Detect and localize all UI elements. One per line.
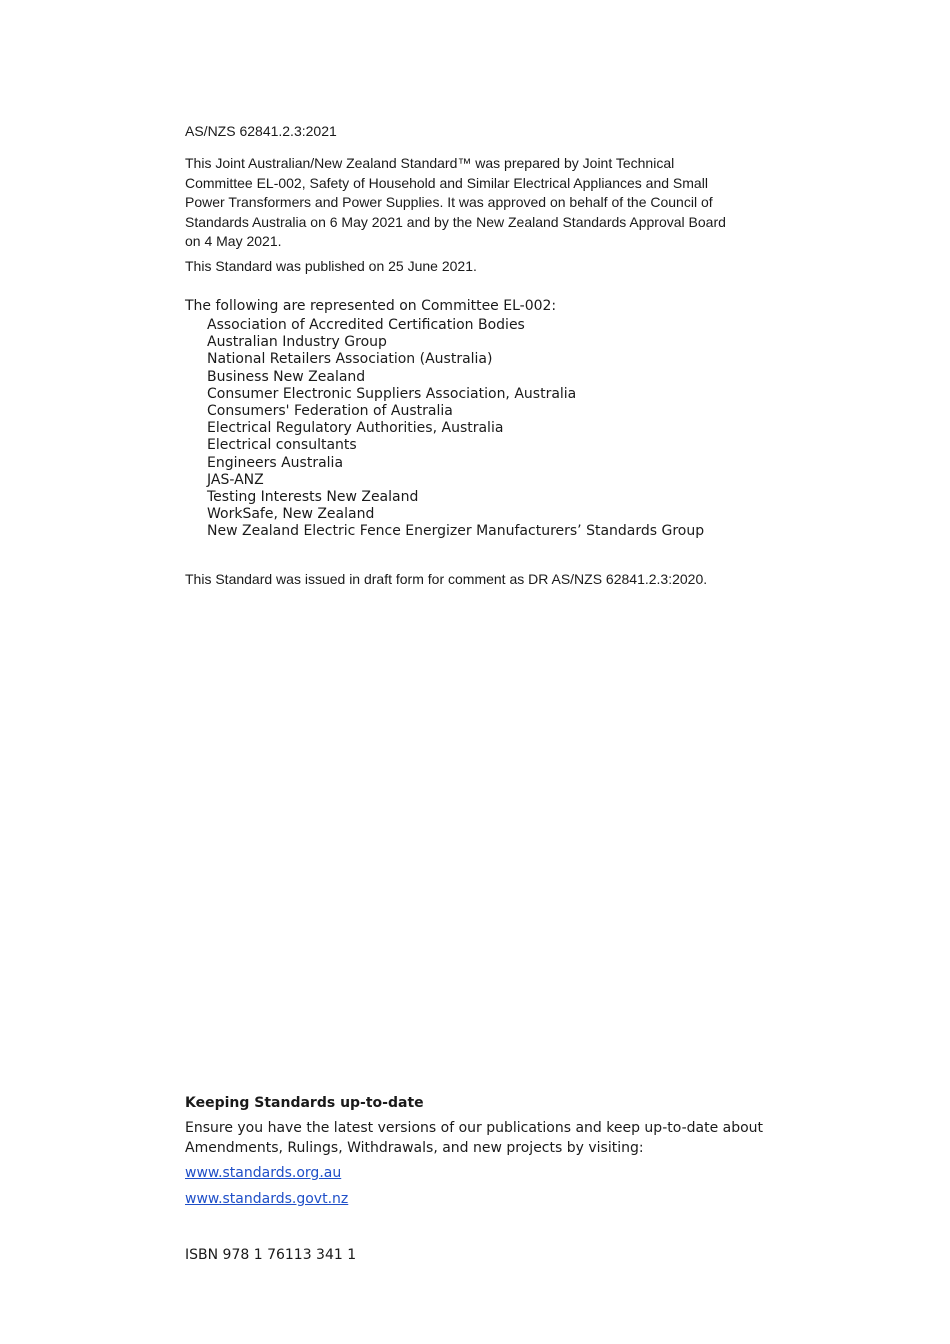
- committee-member-list: [207, 317, 704, 541]
- committee-member: New Zealand Electric Fence Energizer Manufacturers’ Standards Group: [207, 523, 705, 540]
- committee-member: Business New Zealand: [207, 368, 366, 385]
- standards-nz-link[interactable]: www.standards.govt.nz: [185, 1191, 349, 1207]
- keeping-up-to-date-heading: Keeping Standards up-to-date: [185, 1095, 424, 1111]
- isbn-number: ISBN 978 1 76113 341 1: [185, 1247, 357, 1263]
- committee-member: National Retailers Association (Australia): [207, 351, 493, 368]
- committee-member: Consumers' Federation of Australia: [207, 403, 453, 420]
- standards-australia-link[interactable]: www.standards.org.au: [185, 1165, 342, 1181]
- committee-member: Electrical Regulatory Authorities, Australia: [207, 420, 504, 437]
- committee-member: Australian Industry Group: [207, 334, 387, 351]
- committee-member: JAS-ANZ: [207, 471, 264, 488]
- committee-member: Engineers Australia: [207, 454, 344, 471]
- draft-note: This Standard was issued in draft form for comment as DR AS/NZS 62841.2.3:2020.: [185, 571, 708, 587]
- committee-heading: The following are represented on Committee EL-002:: [185, 298, 557, 314]
- document-code: AS/NZS 62841.2.3:2021: [185, 123, 337, 139]
- committee-member: WorkSafe, New Zealand: [207, 506, 375, 523]
- published-date-text: This Standard was published on 25 June 2021.: [185, 258, 477, 274]
- committee-member: Testing Interests New Zealand: [207, 489, 419, 506]
- committee-member: Electrical consultants: [207, 437, 357, 454]
- committee-member: Consumer Electronic Suppliers Association, Australia: [207, 385, 577, 402]
- committee-member: Association of Accredited Certification Bodies: [207, 317, 525, 333]
- intro-paragraph: This Joint Australian/New Zealand Standard™ was prepared by Joint Technical Committee EL-002, Safety of Household and Similar Electrical Appliances and Small Power Transformers and Power Supplies. It was approved on behalf of the Council of Standards Australia on 6 May 2021 and by the New Zealand Standards Approval Board on 4 May 2021.: [185, 155, 726, 249]
- keeping-up-to-date-text: Ensure you have the latest versions of our publications and keep up-to-date about Amendments, Rulings, Withdrawals, and new projects by visiting:: [185, 1120, 764, 1156]
